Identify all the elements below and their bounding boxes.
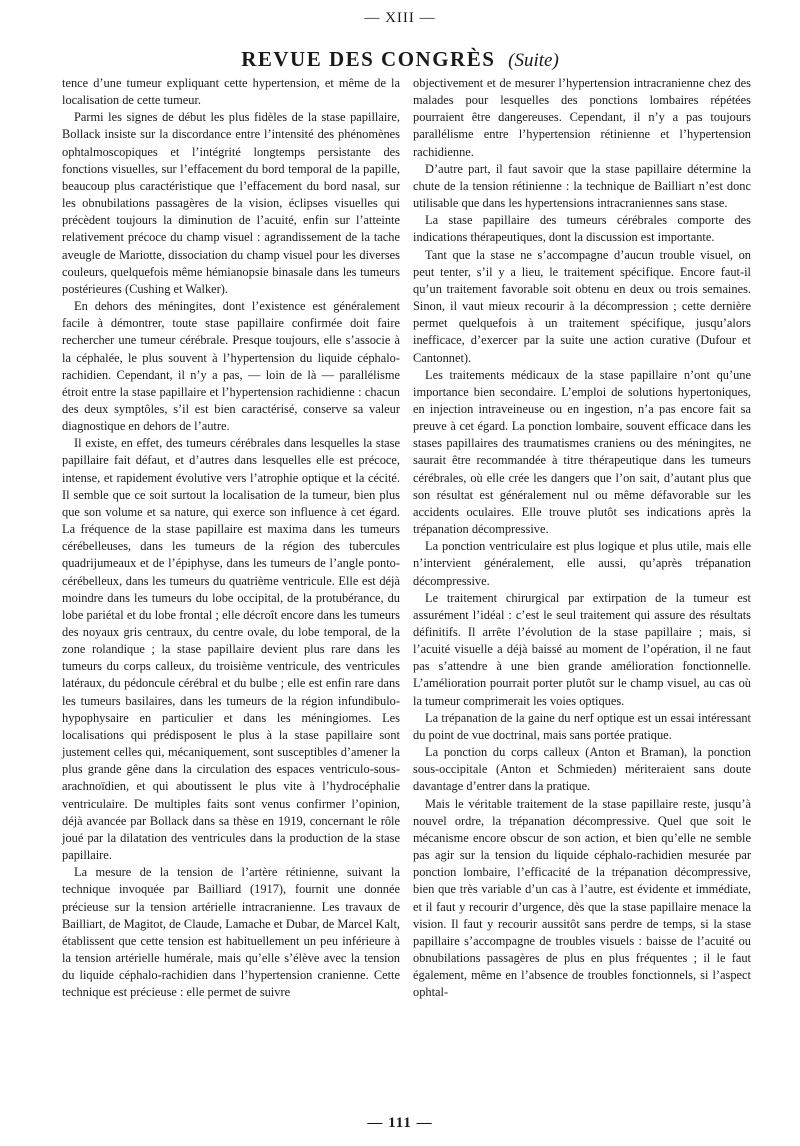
roman-page-number: — XIII —	[364, 10, 436, 26]
paragraph: La ponction du corps calleux (Anton et Braman), la ponction sous-occipitale (Anton et Schmieden) mériteraient sans doute davantage d’entrer dans la pratique.	[413, 745, 751, 794]
paragraph: La stase papillaire des tumeurs cérébrales comporte des indications thérapeutiques, dont la discussion est importante.	[413, 213, 751, 245]
paragraph: La trépanation de la gaine du nerf optique est un essai intéressant du point de vue doctrinal, mais sans portée pratique.	[413, 710, 751, 742]
paragraph: La ponction ventriculaire est plus logique et plus utile, mais elle n’intervient généralement, elle aussi, qu’après trépanation décompressive.	[413, 539, 751, 588]
page-number: — 111 —	[367, 1115, 433, 1131]
section-title: REVUE DES CONGRÈS	[241, 47, 496, 71]
paragraph: En dehors des méningites, dont l’existence est généralement facile à démontrer, toute stase papillaire confirmée doit faire rechercher une tumeur cérébrale. Presque toujours, elle s’associe à la céphalée, le plus souvent à l’hypertension du liquide céphalo-rachidien. Cependant, il n’y a pas, — loin de là — parallélisme étroit entre la stase papillaire et l’hypertension rachidienne : chacun des deux symptôles, s’il est bien caractérisé, conserve sa valeur diagnostique en dehors de l’autre.	[62, 299, 400, 434]
paragraph: Les traitements médicaux de la stase papillaire n’ont qu’une importance bien secondaire. L’emploi de solutions hypertoniques, en injection intraveineuse ou en ingestion, n’a pas encore fait sa preuve à cet égard. La ponction lombaire, souvent efficace dans les stases papillaires des traumatismes craniens ou des méningites, ne saurait être recommandée à titre thérapeutique dans les tumeurs cérébrales, où elle crée les dangers que l’on sait, d’autant plus que son résultat est généralement nul ou même défavorable sur les accidents oculaires. Elle trouve plutôt ses indications après la trépanation décompressive.	[413, 367, 751, 537]
paragraph: Parmi les signes de début les plus fidèles de la stase papillaire, Bollack insiste sur la discordance entre l’intensité des phénomènes ophtalmoscopiques et l’intégrité longtemps persistante des fonctions visuelles, sur l’effacement du bord temporal de la papille, beaucoup plus caractéristique que l’effacement du bord nasal, sur les obnubilations passagères de la vision, éclipses visuelles qui précèdent toujours la diminution de l’acuité, enfin sur l’atteinte relativement précoce du champ visuel : agrandissement de la tache aveugle de Mariotte, dissociation du champ visuel pour les diverses couleurs, quelquefois même hémianopsie binasale dans les tumeurs postérieures (Cushing et Walker).	[62, 110, 400, 296]
paragraph: Mais le véritable traitement de la stase papillaire reste, jusqu’à nouvel ordre, la trépanation décompressive. Quel que soit le mécanisme encore obscur de son action, et bien qu’elle ne semble pas agir sur la tension du liquide céphalo-rachidien mesurée par ponction lombaire, l’efficacité de la trépanation décompressive, bien que très variable d’un cas à l’autre, est évidente et immédiate, et il faut y recourir d’urgence, dès que la stase papillaire menace la vision. Il faut y recourir aussitôt sans perdre de temps, si la stase papillaire s’accompagne de troubles visuels : baisse de l’acuité ou obnubilations passagères de plus en plus fréquentes ; il le faut également, même en l’absence de troubles fonctionnels, si l’aspect ophtal-	[413, 796, 751, 1000]
paragraph: La mesure de la tension de l’artère rétinienne, suivant la technique invoquée par Bailliard (1917), fournit une donnée précieuse sur la tension artérielle intracranienne. Les travaux de Bailliart, de Magitot, de Claude, Lamache et Dubar, de Marcel Kalt, établissent que cette tension est habituellement un peu inférieure à la tension artérielle humérale, mais qu’elle s’élève avec la tension du liquide céphalo-rachidien dans l’hypertension cranienne. Cette technique est précieuse : elle permet de suivre	[62, 865, 400, 1000]
paragraph: tence d’une tumeur expliquant cette hypertension, et même de la localisation de cette tumeur.	[62, 76, 400, 108]
section-header	[0, 47, 800, 72]
left-column	[62, 75, 400, 1001]
paragraph: objectivement et de mesurer l’hypertension intracranienne chez des malades pour lesquelles des ponctions lombaires répétées pourraient être dangereuses. Cependant, il n’y a pas toujours parallélisme entre l’hypertension rétinienne et l’hypertension rachidienne.	[413, 76, 751, 159]
right-column	[413, 75, 751, 1001]
paragraph: Il existe, en effet, des tumeurs cérébrales dans lesquelles la stase papillaire fait défaut, et d’autres dans lesquelles elle est précoce, intense, et rapidement évolutive vers l’atrophie optique et la cécité. Il semble que ce soit surtout la localisation de la tumeur, bien plus que son volume et sa nature, qui exerce son influence à cet égard. La fréquence de la stase papillaire est maxima dans les tumeurs cérébelleuses, dans les tumeurs de la région des tubercules quadrijumeaux et de l’épiphyse, dans les tumeurs de l’angle ponto-cérébelleux, dans les tumeurs du quatrième ventricule. Elle est déjà moindre dans les tumeurs du lobe occipital, de la protubérance, du lobe pariétal et du lobe frontal ; elle décroît encore dans les tumeurs des noyaux gris centraux, du centre ovale, du lobe temporal, de la zone rolandique ; la stase papillaire devient plus rare dans les tumeurs du corps calleux, du troisième ventricule, des ventricules latéraux, du pédoncule cérébral et du bulbe ; elle est enfin rare dans les tumeurs basilaires, dans les tumeurs de la région infundibulo-hypophysaire en particulier et dans les méningiomes. Les localisations qui prédisposent le plus à la stase papillaire sont justement celles qui, mécaniquement, sont susceptibles d’amener la plus grande gêne dans la circulation des espaces ventriculo-sous-arachnoïdien, et qui aboutissent le plus vite à l’hydrocéphalie ventriculaire. De multiples faits sont venus confirmer l’opinion, déjà avancée par Bollack dans sa thèse en 1919, concernant le rôle joué par la dilatation des ventricules dans la production de la stase papillaire.	[62, 436, 400, 863]
section-title-suffix: (Suite)	[508, 50, 559, 71]
paragraph: Le traitement chirurgical par extirpation de la tumeur est assurément l’idéal : c’est le seul traitement qui assure des résultats définitifs. Il arrête l’évolution de la stase papillaire ; mais, si l’acuité visuelle a déjà baissé au moment de l’opération, il ne faut pas s’attendre à une bien grande amélioration fonctionnelle. L’amélioration pourrait porter plutôt sur le champ visuel, au cas où la tumeur comprimerait les voies optiques.	[413, 590, 751, 708]
paragraph: D’autre part, il faut savoir que la stase papillaire détermine la chute de la tension rétinienne : la technique de Bailliart n’est donc utilisable que dans les hypertensions intracraniennes sans stase.	[413, 161, 751, 211]
paragraph: Tant que la stase ne s’accompagne d’aucun trouble visuel, on peut tenter, s’il y a lieu, le traitement spécifique. Encore faut-il qu’un traitement favorable soit obtenu en deux ou trois semaines. Sinon, il vaut mieux recourir à la décompression ; cette dernière permet quelquefois à un traitement spécifique, jusqu’alors inefficace, d’exercer par la suite une action curative (Dufour et Cantonnet).	[413, 247, 751, 365]
